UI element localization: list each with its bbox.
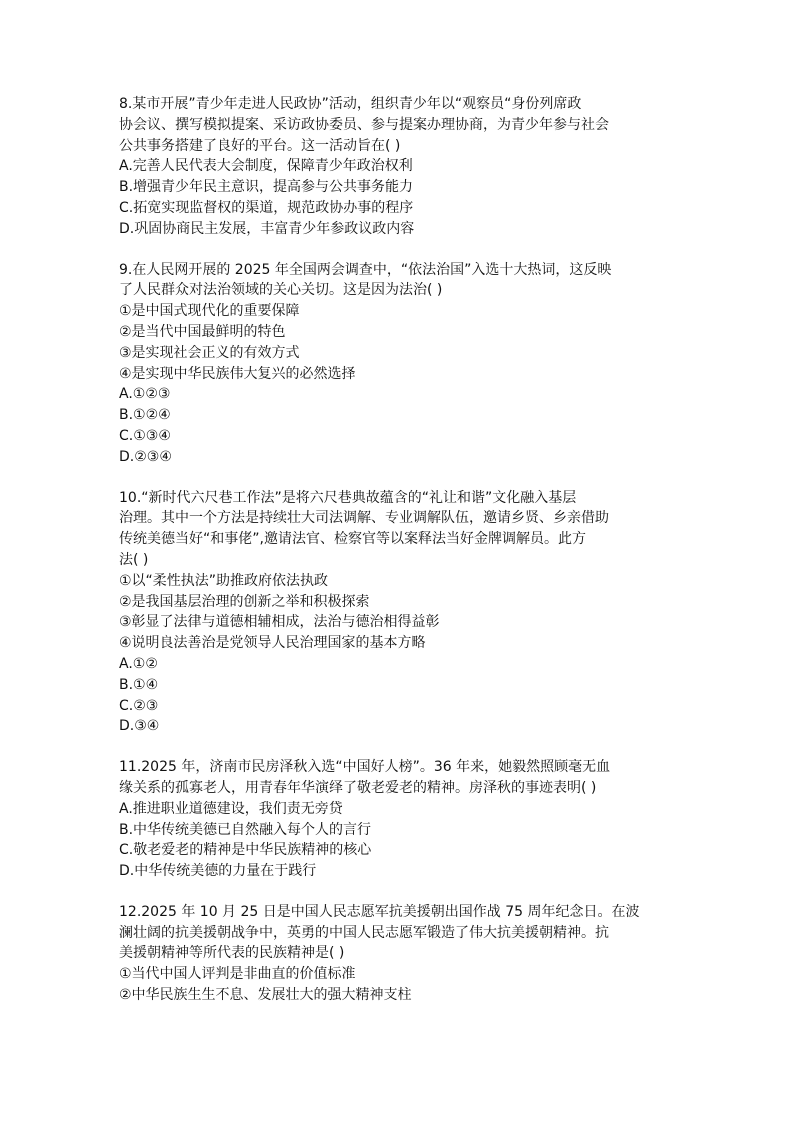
question-stem-line: 美援朝精神等所代表的民族精神是( ): [119, 945, 345, 962]
question-11: [119, 757, 679, 882]
answer-option: C.拓宽实现监督权的渠道，规范政协办事的程序: [119, 199, 414, 216]
answer-option: C.②③: [119, 697, 159, 714]
statement-item: ②中华民族生生不息、发展壮大的强大精神支柱: [119, 987, 412, 1004]
statement-item: ③彰显了法律与道德相辅相成，法治与德治相得益彰: [119, 614, 440, 631]
statement-item: ①是中国式现代化的重要保障: [119, 303, 300, 320]
statement-item: ④是实现中华民族伟大复兴的必然选择: [119, 365, 356, 382]
question-stem-line: 9.在人民网开展的 2025 年全国两会调查中，“依法治国”入选十大热词，这反映: [119, 261, 612, 278]
answer-option: D.巩固协商民主发展，丰富青少年参政议政内容: [119, 220, 415, 237]
statement-item: ②是当代中国最鲜明的特色: [119, 323, 286, 340]
question-stem-line: 缘关系的孤寡老人，用青春年华演绎了敬老爱老的精神。房泽秋的事迹表明( ): [119, 779, 597, 796]
answer-option: C.①③④: [119, 427, 171, 444]
answer-option: D.②③④: [119, 448, 172, 465]
question-stem-line: 公共事务搭建了良好的平台。这一活动旨在( ): [119, 137, 401, 154]
question-9: [119, 260, 679, 468]
statement-item: ④说明良法善治是党领导人民治理国家的基本方略: [119, 635, 426, 652]
question-stem-line: 11.2025 年，济南市民房泽秋入选“中国好人榜”。36 年来，她毅然照顾毫无血: [119, 759, 611, 776]
answer-option: B.增强青少年民主意识，提高参与公共事务能力: [119, 179, 414, 196]
question-stem-line: 10.“新时代六尺巷工作法”是将六尺巷典故蕴含的“礼让和谐”文化融入基层: [119, 489, 577, 506]
answer-option: A.①②: [119, 655, 158, 672]
answer-option: D.③④: [119, 718, 160, 735]
statement-item: ③是实现社会正义的有效方式: [119, 344, 300, 361]
question-stem-line: 12.2025 年 10 月 25 日是中国人民志愿军抗美援朝出国作战 75 周年纪念日。在波: [119, 903, 640, 920]
answer-option: A.完善人民代表大会制度，保障青少年政治权利: [119, 158, 413, 175]
question-12: [119, 902, 679, 1006]
answer-option: B.①②④: [119, 407, 171, 424]
question-list: [119, 94, 679, 1026]
answer-option: A.推进职业道德建设，我们责无旁贷: [119, 800, 343, 817]
statement-item: ②是我国基层治理的创新之举和积极探索: [119, 593, 370, 610]
statement-item: ①当代中国人评判是非曲直的价值标准: [119, 966, 356, 983]
question-stem-line: 了人民群众对法治领域的关心关切。这是因为法治( ): [119, 282, 443, 299]
question-stem-line: 协会议、撰写模拟提案、采访政协委员、参与提案办理协商，为青少年参与社会: [119, 116, 609, 133]
question-8: [119, 94, 679, 240]
question-stem-line: 治理。其中一个方法是持续壮大司法调解、专业调解队伍，邀请乡贤、乡亲借助: [119, 510, 609, 527]
answer-option: B.中华传统美德已自然融入每个人的言行: [119, 821, 372, 838]
answer-option: B.①④: [119, 676, 159, 693]
question-stem-line: 法( ): [119, 551, 149, 568]
question-stem-line: 澜壮阔的抗美援朝战争中，英勇的中国人民志愿军锻造了伟大抗美援朝精神。抗: [119, 924, 609, 941]
statement-item: ①以“柔性执法”助推政府依法执政: [119, 572, 329, 589]
answer-option: C.敬老爱老的精神是中华民族精神的核心: [119, 842, 372, 859]
answer-option: A.①②③: [119, 386, 171, 403]
question-stem-line: 传统美德当好“和事佬”,邀请法官、检察官等以案释法当好金牌调解员。此方: [119, 531, 586, 548]
question-stem-line: 8.某市开展”青少年走进人民政协”活动，组织青少年以“观察员“身份列席政: [119, 96, 582, 112]
question-10: [119, 488, 679, 738]
answer-option: D.中华传统美德的力量在于践行: [119, 863, 317, 880]
